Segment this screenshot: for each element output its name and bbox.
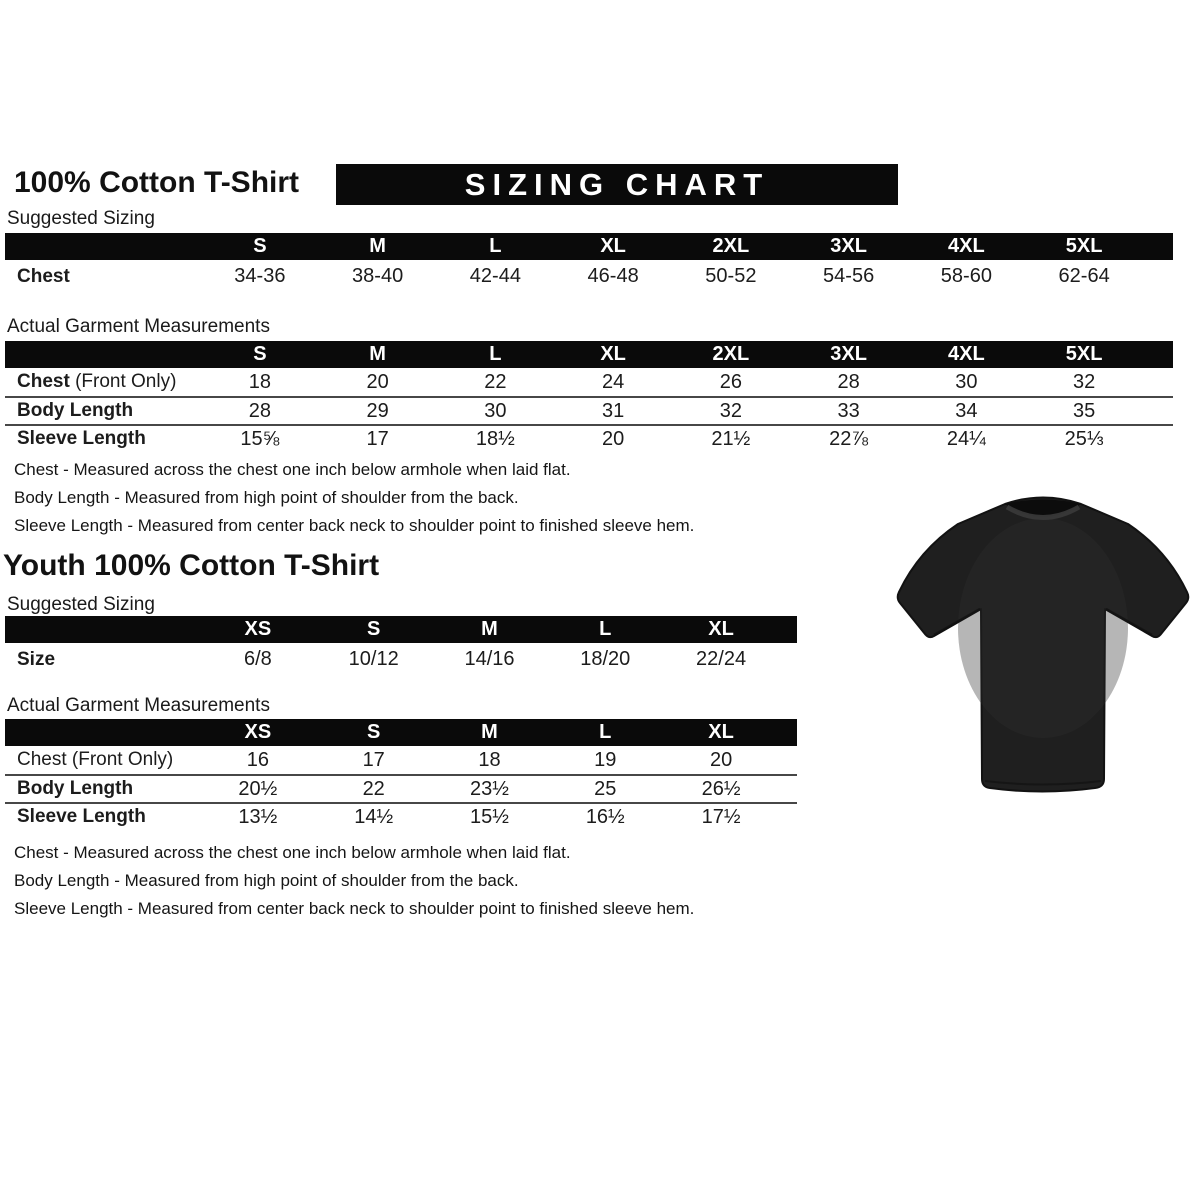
size-value: 62-64 (1058, 265, 1110, 287)
size-column-header: 2XL (712, 235, 750, 257)
table-header-row (5, 616, 797, 643)
size-column-header: M (481, 721, 498, 743)
black-tshirt-image (888, 478, 1198, 808)
note-line: Sleeve Length - Measured from center back neck to shoulder point to finished sleeve hem. (14, 899, 695, 918)
row-label (5, 400, 201, 422)
note-line: Chest - Measured across the chest one inch below armhole when laid flat. (14, 460, 571, 479)
size-column-header: M (369, 343, 386, 365)
size-column-header: XL (708, 618, 734, 640)
sizing-chart-banner (336, 164, 898, 205)
size-value: 20 (709, 748, 733, 771)
table-header-row (5, 719, 797, 746)
size-column-header: L (489, 343, 502, 365)
size-value: 15½ (470, 805, 509, 828)
size-value: 34 (955, 399, 978, 422)
size-value: 19 (594, 748, 617, 771)
size-value: 31 (602, 399, 625, 422)
note-line: Chest - Measured across the chest one inch below armhole when laid flat. (14, 843, 571, 862)
row-label (5, 266, 201, 288)
size-column-header: L (489, 235, 502, 257)
tshirt-graphic (888, 478, 1198, 808)
adult-garment-measurements-label: Actual Garment Measurements (7, 316, 270, 337)
row-label-text: Chest (17, 371, 70, 392)
size-value: 24 (602, 370, 625, 393)
size-value: 38-40 (352, 265, 404, 287)
row-label-text: Body Length (17, 778, 134, 799)
row-label (5, 428, 201, 450)
size-value: 32 (719, 399, 742, 422)
size-column-header: 3XL (830, 235, 867, 257)
size-value: 17 (366, 427, 389, 450)
size-value: 22/24 (696, 648, 747, 670)
size-column-header: S (367, 618, 381, 640)
size-column-header: S (253, 343, 267, 365)
size-value: 32 (1073, 370, 1096, 393)
table-row (5, 643, 797, 676)
size-value: 14½ (354, 805, 394, 828)
size-value: 21½ (711, 427, 751, 450)
size-value: 20 (366, 370, 389, 393)
table-header-row (5, 233, 1173, 260)
size-value: 20 (602, 427, 625, 450)
adult-garment-measurements-table (5, 341, 1173, 452)
size-value: 33 (837, 399, 860, 422)
row-label-suffix: (Front Only) (69, 371, 177, 392)
table-row (5, 368, 1173, 396)
size-column-header: 5XL (1065, 343, 1103, 365)
size-value: 18/20 (580, 648, 631, 670)
table-row (5, 774, 797, 802)
adult-suggested-sizing-label: Suggested Sizing (7, 208, 155, 229)
size-column-header: XS (244, 721, 272, 743)
tshirt-highlight (958, 518, 1128, 738)
size-value: 6/8 (243, 648, 272, 670)
size-value: 17½ (701, 805, 741, 828)
size-column-header: XS (244, 618, 272, 640)
size-column-header: S (253, 235, 267, 257)
table-row (5, 746, 797, 774)
size-value: 18½ (475, 427, 515, 450)
size-value: 26 (719, 370, 742, 393)
size-value: 26½ (701, 777, 741, 800)
size-value: 14/16 (464, 648, 515, 670)
size-value: 28 (248, 399, 271, 422)
size-value: 23½ (470, 777, 509, 800)
size-value: 17 (362, 748, 385, 771)
sizing-chart-banner-text: SIZING CHART (464, 166, 770, 202)
size-value: 29 (366, 399, 389, 422)
size-value: 35 (1073, 399, 1096, 422)
size-column-header: 4XL (948, 235, 985, 257)
size-value: 54-56 (823, 265, 875, 287)
row-label-text: Chest (17, 265, 70, 287)
note-line: Body Length - Measured from high point of shoulder from the back. (14, 871, 519, 890)
table-row (5, 260, 1173, 293)
youth-measurement-notes (14, 839, 694, 923)
size-value: 58-60 (940, 265, 992, 287)
size-column-header: 3XL (830, 343, 867, 365)
row-label (5, 806, 200, 828)
size-value: 20½ (238, 777, 278, 800)
youth-suggested-sizing-label: Suggested Sizing (7, 594, 155, 615)
row-label (5, 371, 201, 393)
size-value: 42-44 (469, 265, 521, 287)
youth-section-title: Youth 100% Cotton T-Shirt (3, 549, 380, 582)
size-column-header: L (599, 721, 612, 743)
size-value: 30 (955, 370, 978, 393)
size-column-header: XL (708, 721, 734, 743)
youth-garment-measurements-label: Actual Garment Measurements (7, 695, 270, 716)
size-value: 16 (246, 748, 270, 771)
table-row (5, 802, 797, 830)
row-label (5, 749, 200, 771)
size-value: 24¼ (946, 427, 986, 450)
size-value: 10/12 (348, 648, 399, 670)
row-label-text: Body Length (17, 400, 134, 421)
size-column-header: M (481, 618, 498, 640)
size-column-header: M (369, 235, 386, 257)
row-label (5, 649, 200, 671)
size-column-header: 2XL (712, 343, 750, 365)
size-value: 22 (362, 777, 385, 800)
size-value: 18 (248, 370, 271, 393)
size-column-header: XL (600, 343, 626, 365)
adult-section-title: 100% Cotton T-Shirt (14, 166, 300, 199)
row-label-text: Sleeve Length (17, 428, 146, 449)
adult-suggested-sizing-table (5, 233, 1173, 293)
size-column-header: 5XL (1065, 235, 1103, 257)
size-value: 25 (594, 777, 617, 800)
row-label-text: Size (17, 648, 56, 670)
note-line: Sleeve Length - Measured from center back neck to shoulder point to finished sleeve hem. (14, 516, 695, 535)
table-row (5, 424, 1173, 452)
size-value: 13½ (238, 805, 278, 828)
size-value: 28 (837, 370, 860, 393)
size-column-header: 4XL (948, 343, 985, 365)
adult-measurement-notes (14, 456, 694, 540)
size-column-header: XL (600, 235, 626, 257)
size-value: 34-36 (234, 265, 286, 287)
table-row (5, 396, 1173, 424)
size-value: 16½ (585, 805, 625, 828)
size-value: 50-52 (705, 265, 757, 287)
table-header-row (5, 341, 1173, 368)
row-label-text: Sleeve Length (17, 806, 146, 827)
row-label-text: Chest (Front Only) (17, 749, 174, 770)
youth-suggested-sizing-table (5, 616, 797, 676)
size-value: 30 (484, 399, 507, 422)
youth-garment-measurements-table (5, 719, 797, 830)
size-value: 22 (484, 370, 507, 393)
size-column-header: L (599, 618, 612, 640)
size-value: 25⅓ (1064, 427, 1104, 450)
size-value: 18 (478, 748, 501, 771)
size-value: 15⅝ (240, 427, 280, 450)
size-column-header: S (367, 721, 381, 743)
size-value: 46-48 (587, 265, 639, 287)
note-line: Body Length - Measured from high point of shoulder from the back. (14, 488, 519, 507)
row-label (5, 778, 200, 800)
size-value: 22⅞ (829, 427, 869, 450)
